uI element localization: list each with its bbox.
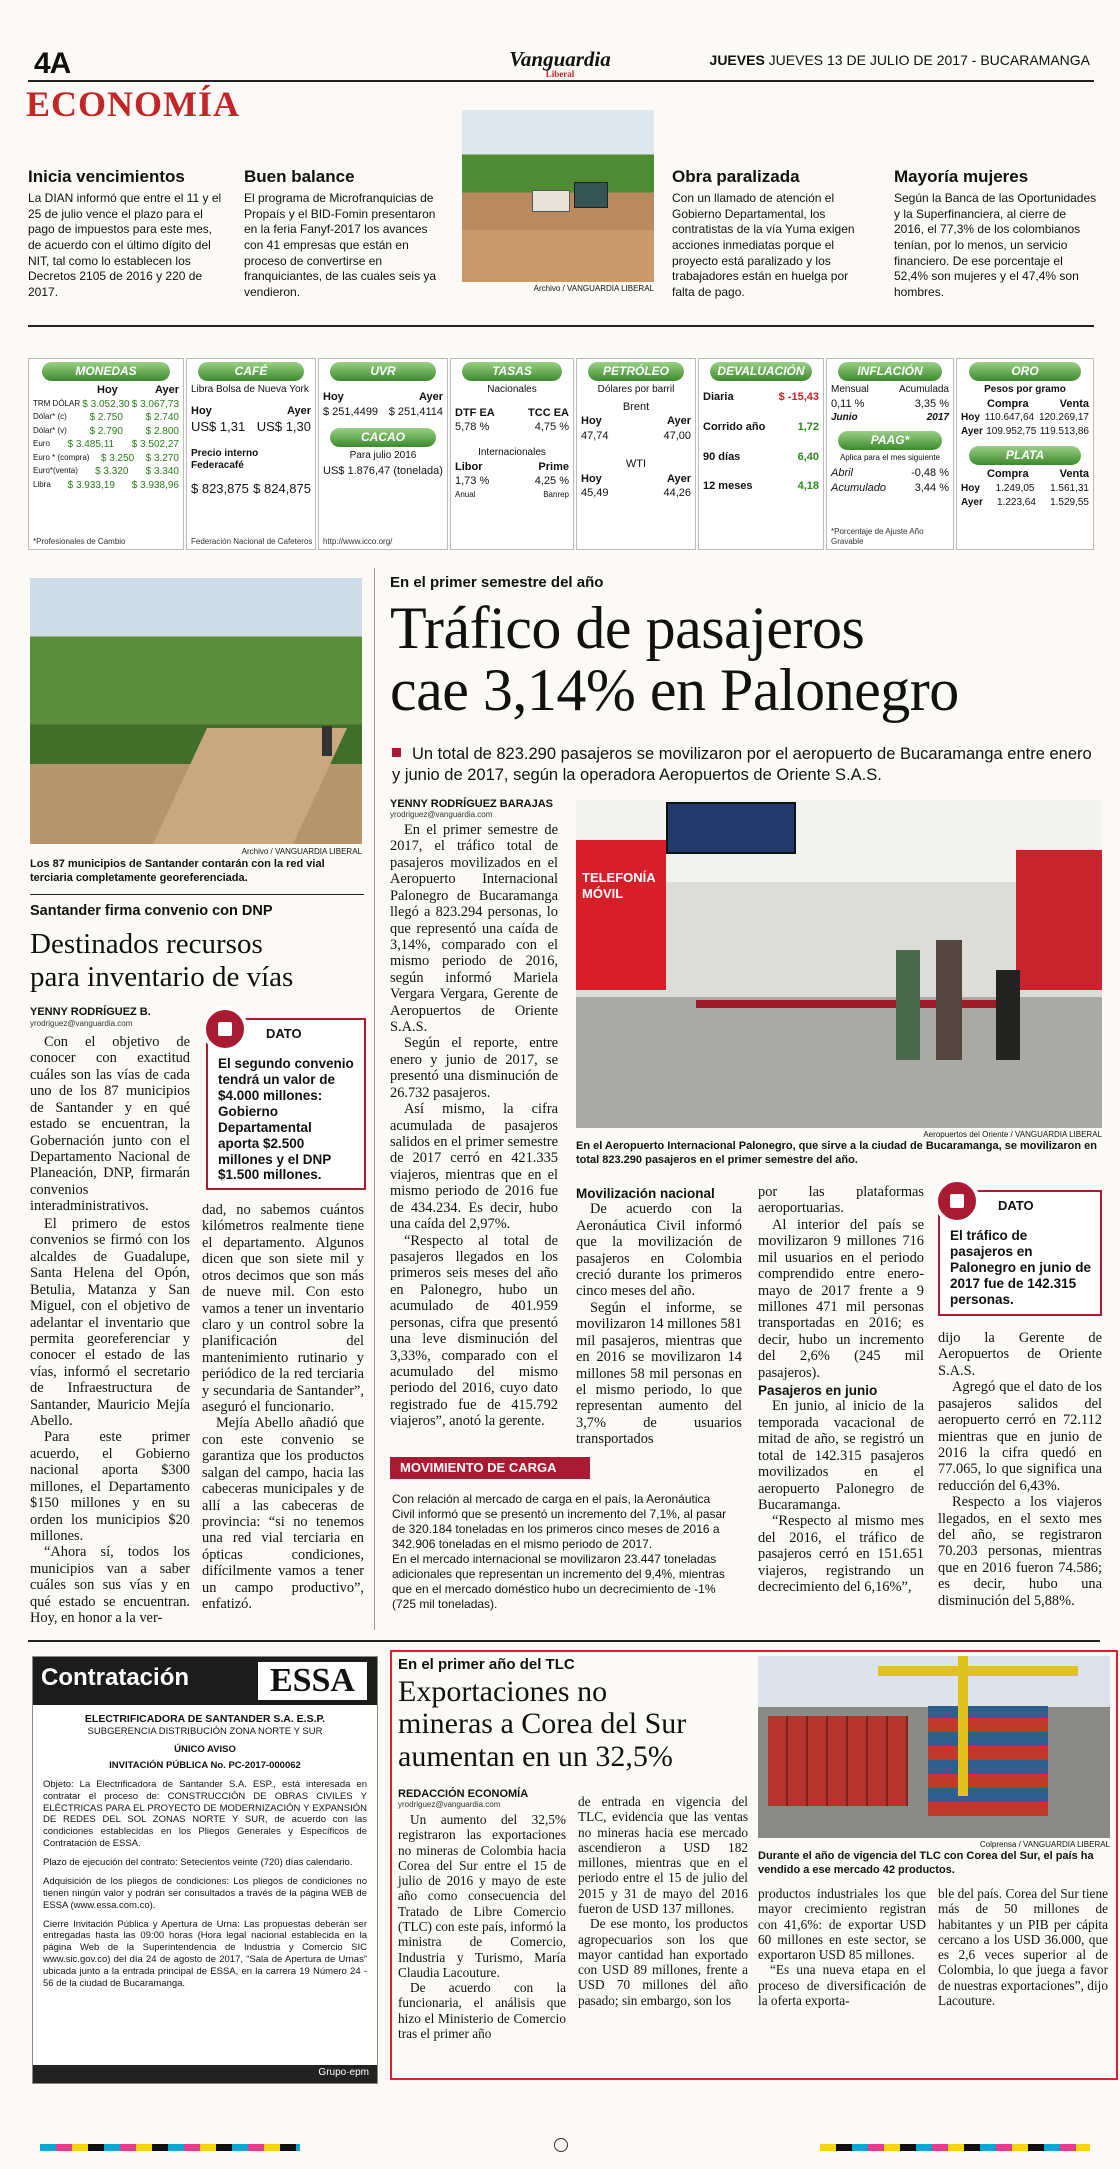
page-number: 4A: [34, 47, 71, 80]
grupo-epm-logo: Grupo·epm: [33, 2065, 377, 2083]
devaluation-row: Corrido año 1,72: [703, 420, 819, 433]
metal-price-row: Ayer 109.952,75 119.513,86: [961, 425, 1089, 437]
story-kicker: En el primer semestre del año: [390, 574, 604, 591]
story-column: En el primer semestre de 2017, el tráfico total de pasajeros movilizados en el Aeropuerto Internacional Palonegro de Bucaramanga llegó a 823.294 personas, lo que representó una caída de 3,14%, comparado con el mismo periodo de 2016, según informó Mariela Vergara Vergara, Gerente de Aeropuertos de Oriente S.A.S. Según el reporte, entre enero y junio de 2017, se presentó una disminución de 26.732 pasajeros. Así mismo, la cifra acumulada de pasajeros salidos en el primer semestre de 2017 cerró en 421.335 viajeros, mientras que en el mismo periodo de 2016 fue de 434.234. Es decir, hubo una caída del 2,97%. “Respecto al total de pasajeros llegados en los primeros seis meses del año en Palonegro, hubo un acumulado de 401.959 personas, cifra que presentó una leve disminución del 3,33%, comparado con el acumulado del mismo periodo del 2016, cuyo dato registrado fue de 415.792 viajeros”, anotó la gerente.: [390, 822, 558, 1430]
devaluation-row: 12 meses 4,18: [703, 480, 819, 493]
story-column: ble del país. Corea del Sur tiene más de 50 millones de habitantes y un PIB per cápita cercano a los USD 36.000, que es 2,6 veces superior al de Colombia, lo que juega a favor de nuestras exportaciones”, dijo Lacouture.: [938, 1886, 1108, 2008]
essa-logo: ESSA: [258, 1662, 367, 1700]
byline: REDACCIÓN ECONOMÍA: [398, 1788, 529, 1800]
story-kicker: Santander firma convenio con DNP: [30, 903, 273, 919]
cargo-header: MOVIMIENTO DE CARGA: [390, 1457, 590, 1479]
story-column: El primero de estos convenios se firmó con los alcaldes de Guadalupe, Santa Helena del Opón, Betulia, Matanza y San Miguel, con el objetivo de adelantar el inventario que permita georeferenciar y conocer el estado de las vías, informó el secretario de Infraestructura de Santander, Mauricio Mejía Abello. Para este primer acuerdo, el Gobierno nacional aporta $300 millones, el Departamento $150 millones y en su orden los municipios $20 millones. “Ahora sí, todos los municipios van a saber cuáles son sus vías y en qué estado se encuentran. Hoy, en honor a la ver-: [30, 1216, 190, 1627]
currency-row: Dólar* (v) $ 2.790 $ 2.800: [33, 425, 179, 437]
currency-row: Euro $ 3.485,11 $ 3.502,27: [33, 439, 179, 451]
story-column: por las plataformas aeroportuarias. Al interior del país se movilizaron 9 millones 716 mil usuarios en el periodo comprendido entre enero-mayo de 2017 frente a 9 millones 471 mil personas transportadas en 2016; es decir, hubo un incremento del 2,6% (245 mil pasajeros). Pasajeros en junio En junio, al inicio de la temporada vacacional de mitad de año, se registró un total de 142.315 pasajeros movilizados en el aeropuerto Palonegro de Bucaramanga. “Respecto al mismo mes del 2016, el tráfico de pasajeros cerró en 151.651 viajeros, registrando un decrecimiento del 6,16%”,: [758, 1184, 924, 1596]
photo-credit: Archivo / VANGUARDIA LIBERAL: [241, 847, 362, 856]
story-kicker: En el primer año del TLC: [398, 1656, 575, 1673]
cargo-text: Con relación al mercado de carga en el país, la Aeronáutica Civil informó que se presentó un incremento del 7,1%, al pasar de 320.184 toneladas en los primeros cinco meses de 2016 a 342.906 toneladas en el mismo periodo de 2017. En el mercado internacional se movilizaron 23.447 toneladas adicionales que representan un incremento del 9,4%, mientras que en el mercado doméstico hubo un decrecimiento de -1% (725 mil toneladas).: [392, 1492, 727, 1611]
story-headline: Exportaciones no mineras a Corea del Sur aumentan en un 32,5%: [398, 1675, 687, 1773]
indicator-devaluacion: DEVALUACIÓN Diaria $ -15,43 Corrido año 1,72 90 días 6,40 12 meses 4,18: [698, 358, 824, 550]
indicator-petroleo: PETRÓLEO Dólares por barril Brent Hoy Ayer 47,74 47,00 WTI Hoy Ayer 45,49 44,26: [576, 358, 696, 550]
byline: YENNY RODRÍGUEZ BARAJAS: [390, 798, 553, 810]
section-title: ECONOMÍA: [26, 84, 240, 124]
dato-box: DATO El tráfico de pasajeros en Palonegro en junio de 2017 fue de 142.315 personas.: [938, 1190, 1102, 1316]
story-column: dijo la Gerente de Aeropuertos de Oriente S.A.S. Agregó que el dato de los pasajeros salidos del aeropuerto cerró en 72.112 mientras que en junio de 2016 la cifra quedó en 77.065, lo que significa una reducción del 6,43%. Respecto a los viajeros llegados, en el sexto mes del año, se registraron 70.203 personas, mientras que en 2016 fueron 74.586; es decir, hubo una disminución del 5,88%.: [938, 1330, 1102, 1609]
photo-credit: Archivo / VANGUARDIA LIBERAL: [533, 284, 654, 293]
currency-row: TRM DÓLAR $ 3.052,30 $ 3.067,73: [33, 398, 179, 410]
road-works-photo: [462, 110, 654, 282]
port-containers-photo: [758, 1656, 1110, 1838]
metal-price-row: Hoy 110.647,64 120.269,17: [961, 412, 1089, 424]
dateline: JUEVES JUEVES 13 DE JULIO DE 2017 - BUCARAMANGA: [709, 52, 1090, 68]
devaluation-row: Diaria $ -15,43: [703, 391, 819, 403]
devaluation-row: 90 días 6,40: [703, 450, 819, 463]
story-column: productos industriales los que mayor crecimiento registran con 41,6%: de exportar USD 60 millones en este sector, se exportaron USD 85 millones. “Es una nueva etapa en el proceso de diversificación de la oferta exporta-: [758, 1886, 926, 2008]
story-column: Un aumento del 32,5% registraron las exportaciones no mineras de Colombia hacia Corea del Sur entre el 15 de julio de 2016 y mayo de este año como consecuencia del Tratado de Libre Comercio (TLC) con este país, informó la ministra de Comercio, Industria y Turismo, María Claudia Lacouture. De acuerdo con la funcionaria, el análisis que hizo el Ministerio de Comercio tras el primer año: [398, 1812, 566, 2041]
indicator-oro: ORO Pesos por gramo Compra Venta Hoy 110.647,64 120.269,17 Ayer 109.952,75 119.513,86 PLATA Compra Venta Hoy 1.249,05 1.561,31 Ayer 1.223,64 1.529,55: [956, 358, 1094, 550]
story-column: de entrada en vigencia del TLC, evidencia que las ventas no mineras hacia ese mercado ascendieron a USD 182 millones, mientras que en el periodo entre el 15 de julio del 2015 y 31 de mayo del 2016 fueron de USD 137 millones. De ese monto, los productos agropecuarios son los que mayor cantidad han exportado con USD 89 millones, frente a USD 70 millones del año pasado; sin embargo, son los: [578, 1794, 748, 2008]
dato-icon: [202, 1006, 248, 1052]
photo-caption: Durante el año de vigencia del TLC con Corea del Sur, el país ha vendido a ese mercado 42 productos.: [758, 1850, 1094, 1876]
indicator-cafe: CAFÉ Libra Bolsa de Nueva York Hoy Ayer US$ 1,31 US$ 1,30 Precio interno Federacafé $ 823,875 $ 824,875 Federación Nacional de Cafeteros: [186, 358, 316, 550]
metal-price-row: Hoy 1.249,05 1.561,31: [961, 483, 1089, 494]
currency-row: Libra $ 3.933,19 $ 3.938,96: [33, 479, 179, 491]
masthead-logo: Vanguardia Liberal: [509, 47, 611, 80]
essa-ad: Contratación ESSA ELECTRIFICADORA DE SANTANDER S.A. E.S.P. SUBGERENCIA DISTRIBUCIÓN ZONA NORTE Y SUR ÚNICO AVISO INVITACIÓN PÚBLICA No. PC-2017-000062 Objeto: La Electrificadora de Santander S.A. ESP., está interesada en contratar el proceso de: CONSTRUCCIÓN DE OBRAS CIVILES Y ELÉCTRICAS PARA EL PROYECTO DE MODERNIZACIÓN Y EXPANSIÓN DE REDES DEL SOL ZONAS NORTE Y SUR, de acuerdo con las condiciones establecidas en los Pliegos Generales y Específicos de Contratación de ESSA. Plazo de ejecución del contrato: Setecientos veinte (720) días calendario. Adquisición de los pliegos de condiciones: Los pliegos de condiciones no tienen ningún valor y podrán ser consultados a través de la página WEB de ESSA (www.essa.com.co). Cierre Invitación Pública y Apertura de Urna: Las propuestas deberán ser entregadas hasta las 09:00 horas (Hora legal nacional establecida en la página Web de la Superintendencia de Industria y Comercio SIC www.sic.gov.co) del día 24 de agosto de 2017, “Sala de Apertura de Urnas” ubicada junto a la entrada principal de ESSA, en la carrera 19 Número 24 - 56 de la ciudad de Bucaramanga. Grupo·epm: [32, 1656, 378, 2084]
photo-caption: Los 87 municipios de Santander contarán con la red vial terciaria completamente georeferenciada.: [30, 858, 325, 884]
indicator-monedas: MONEDAS Hoy Ayer TRM DÓLAR $ 3.052,30 $ 3.067,73 Dólar* (c) $ 2.750 $ 2.740 Dólar* (v) $ 2.790 $ 2.800 Euro $ 3.485,11 $ 3.502,27 Euro * (compra) $ 3.250 $ 3.270 Euro*(venta) $ 3.320 $ 3.340 Libra $ 3.933,19 $ 3.938,96 *Profesionales de Cambio: [28, 358, 184, 550]
indicator-tasas: TASAS Nacionales DTF EA TCC EA 5,78 % 4,75 % Internacionales Libor Prime 1,73 % 4,25 % Anual Banrep: [450, 358, 574, 550]
currency-row: Euro*(venta) $ 3.320 $ 3.340: [33, 466, 179, 478]
story-headline: Destinados recursos para inventario de vías: [30, 928, 294, 994]
brief-item: Inicia vencimientos La DIAN informó que entre el 11 y el 25 de julio vence el plazo para el pago de impuestos para este mes, de acuerdo con el último dígito del NIT, tal como lo establecen los Decretos 2105 de 2016 y 220 de 2017.: [28, 167, 222, 299]
airport-terminal-photo: TELEFONÍA MÓVIL: [576, 800, 1102, 1128]
dato-box: DATO El segundo convenio tendrá un valor de $4.000 millones: Gobierno Departamental aporta $2.500 millones y el DNP $1.500 millones.: [206, 1018, 366, 1190]
photo-credit: Colprensa / VANGUARDIA LIBERAL: [979, 1840, 1110, 1849]
currency-row: Dólar* (c) $ 2.750 $ 2.740: [33, 412, 179, 424]
rural-road-photo: [30, 578, 362, 844]
metal-price-row: Ayer 1.223,64 1.529,55: [961, 496, 1089, 508]
byline: YENNY RODRÍGUEZ B.: [30, 1006, 151, 1018]
brief-item: Mayoría mujeres Según la Banca de las Oportunidades y la Superfinanciera, al cierre de 2016, el 77,3% de los colombianos tenían, por lo menos, un servicio financiero. De ese porcentaje el 52,4% son mujeres y el 47,4% son hombres.: [894, 167, 1097, 299]
main-headline: Tráfico de pasajeros cae 3,14% en Palonegro: [390, 595, 959, 723]
byline-email: yrodriguez@vanguardia.com: [390, 810, 493, 819]
photo-credit: Aeropuertos del Oriente / VANGUARDIA LIBERAL: [923, 1130, 1102, 1139]
story-column: dad, no sabemos cuántos kilómetros realmente tiene el departamento. Algunos dicen que son siete mil y otros decimos que son más de nueve mil. Con esto vamos a tener un inventario claro y un control sobre la planificación del mantenimiento rutinario y periódico de la red terciaria y secundaria de Santander”, aseguró el funcionario. Mejía Abello añadió que con este convenio se garantiza que los productos salgan del campo, hacia las cabeceras municipales y de allí a las cabeceras de provincia: “si no tenemos una red vial terciaria en ópticas condiciones, difícilmente vamos a tener un campo productivo”, enfatizó.: [202, 1202, 364, 1613]
byline-email: yrodriguez@vanguardia.com: [398, 1800, 501, 1809]
currency-row: Euro * (compra) $ 3.250 $ 3.270: [33, 452, 179, 464]
story-column: Movilización nacional De acuerdo con la Aeronáutica Civil informó que la movilización de pasajeros en Colombia creció durante los primeros cinco meses del año. Según el informe, se movilizaron 14 millones 581 mil pasajeros, mientras que en 2016 se movilizaron 14 millones 58 mil personas en el mismo periodo, lo que representan aumento del 3,7% de usuarios transportados: [576, 1186, 742, 1448]
lead-paragraph: Un total de 823.290 pasajeros se movilizaron por el aeropuerto de Bucaramanga entre enero y junio de 2017, según la operadora Aeropuertos de Oriente S.A.S.: [392, 745, 1092, 785]
dato-icon: [934, 1178, 980, 1224]
brief-item: Buen balance El programa de Microfranquicias de Propaís y el BID-Fomin presentaron en la feria Fanyf-2017 los avances con 41 empresas que están en proceso de convertirse en franquiciantes, de las cuales seis ya vendieron.: [244, 167, 437, 299]
story-column: Con el objetivo de conocer con exactitud cuáles son las vías de cada uno de los 87 municipios de Santander y en qué estado se encuentran, la Gobernación junto con el Departamento Nacional de Planeación, DNP, firmarán convenios interadministrativos.: [30, 1034, 190, 1215]
indicator-inflacion: INFLACIÓN Mensual Acumulada 0,11 % 3,35 % Junio 2017 PAAG* Aplica para el mes siguiente Abril -0,48 % Acumulado 3,44 % *Porcentaje de Ajuste Año Gravable: [826, 358, 954, 550]
indicator-uvr: UVR Hoy Ayer $ 251,4499 $ 251,4114 CACAO Para julio 2016 US$ 1.876,47 (tonelada) http://www.icco.org/: [318, 358, 448, 550]
byline-email: yrodriguez@vanguardia.com: [30, 1019, 133, 1028]
brief-item: Obra paralizada Con un llamado de atención el Gobierno Departamental, los contratistas de la vía Yuma exigen acciones inmediatas porque el proyecto está paralizado y los trabajadores están en huelga por falta de pago.: [672, 167, 855, 299]
photo-caption: En el Aeropuerto Internacional Palonegro, que sirve a la ciudad de Bucaramanga, se movilizaron en total 823.290 pasajeros en el primer semestre del año.: [576, 1140, 1098, 1166]
